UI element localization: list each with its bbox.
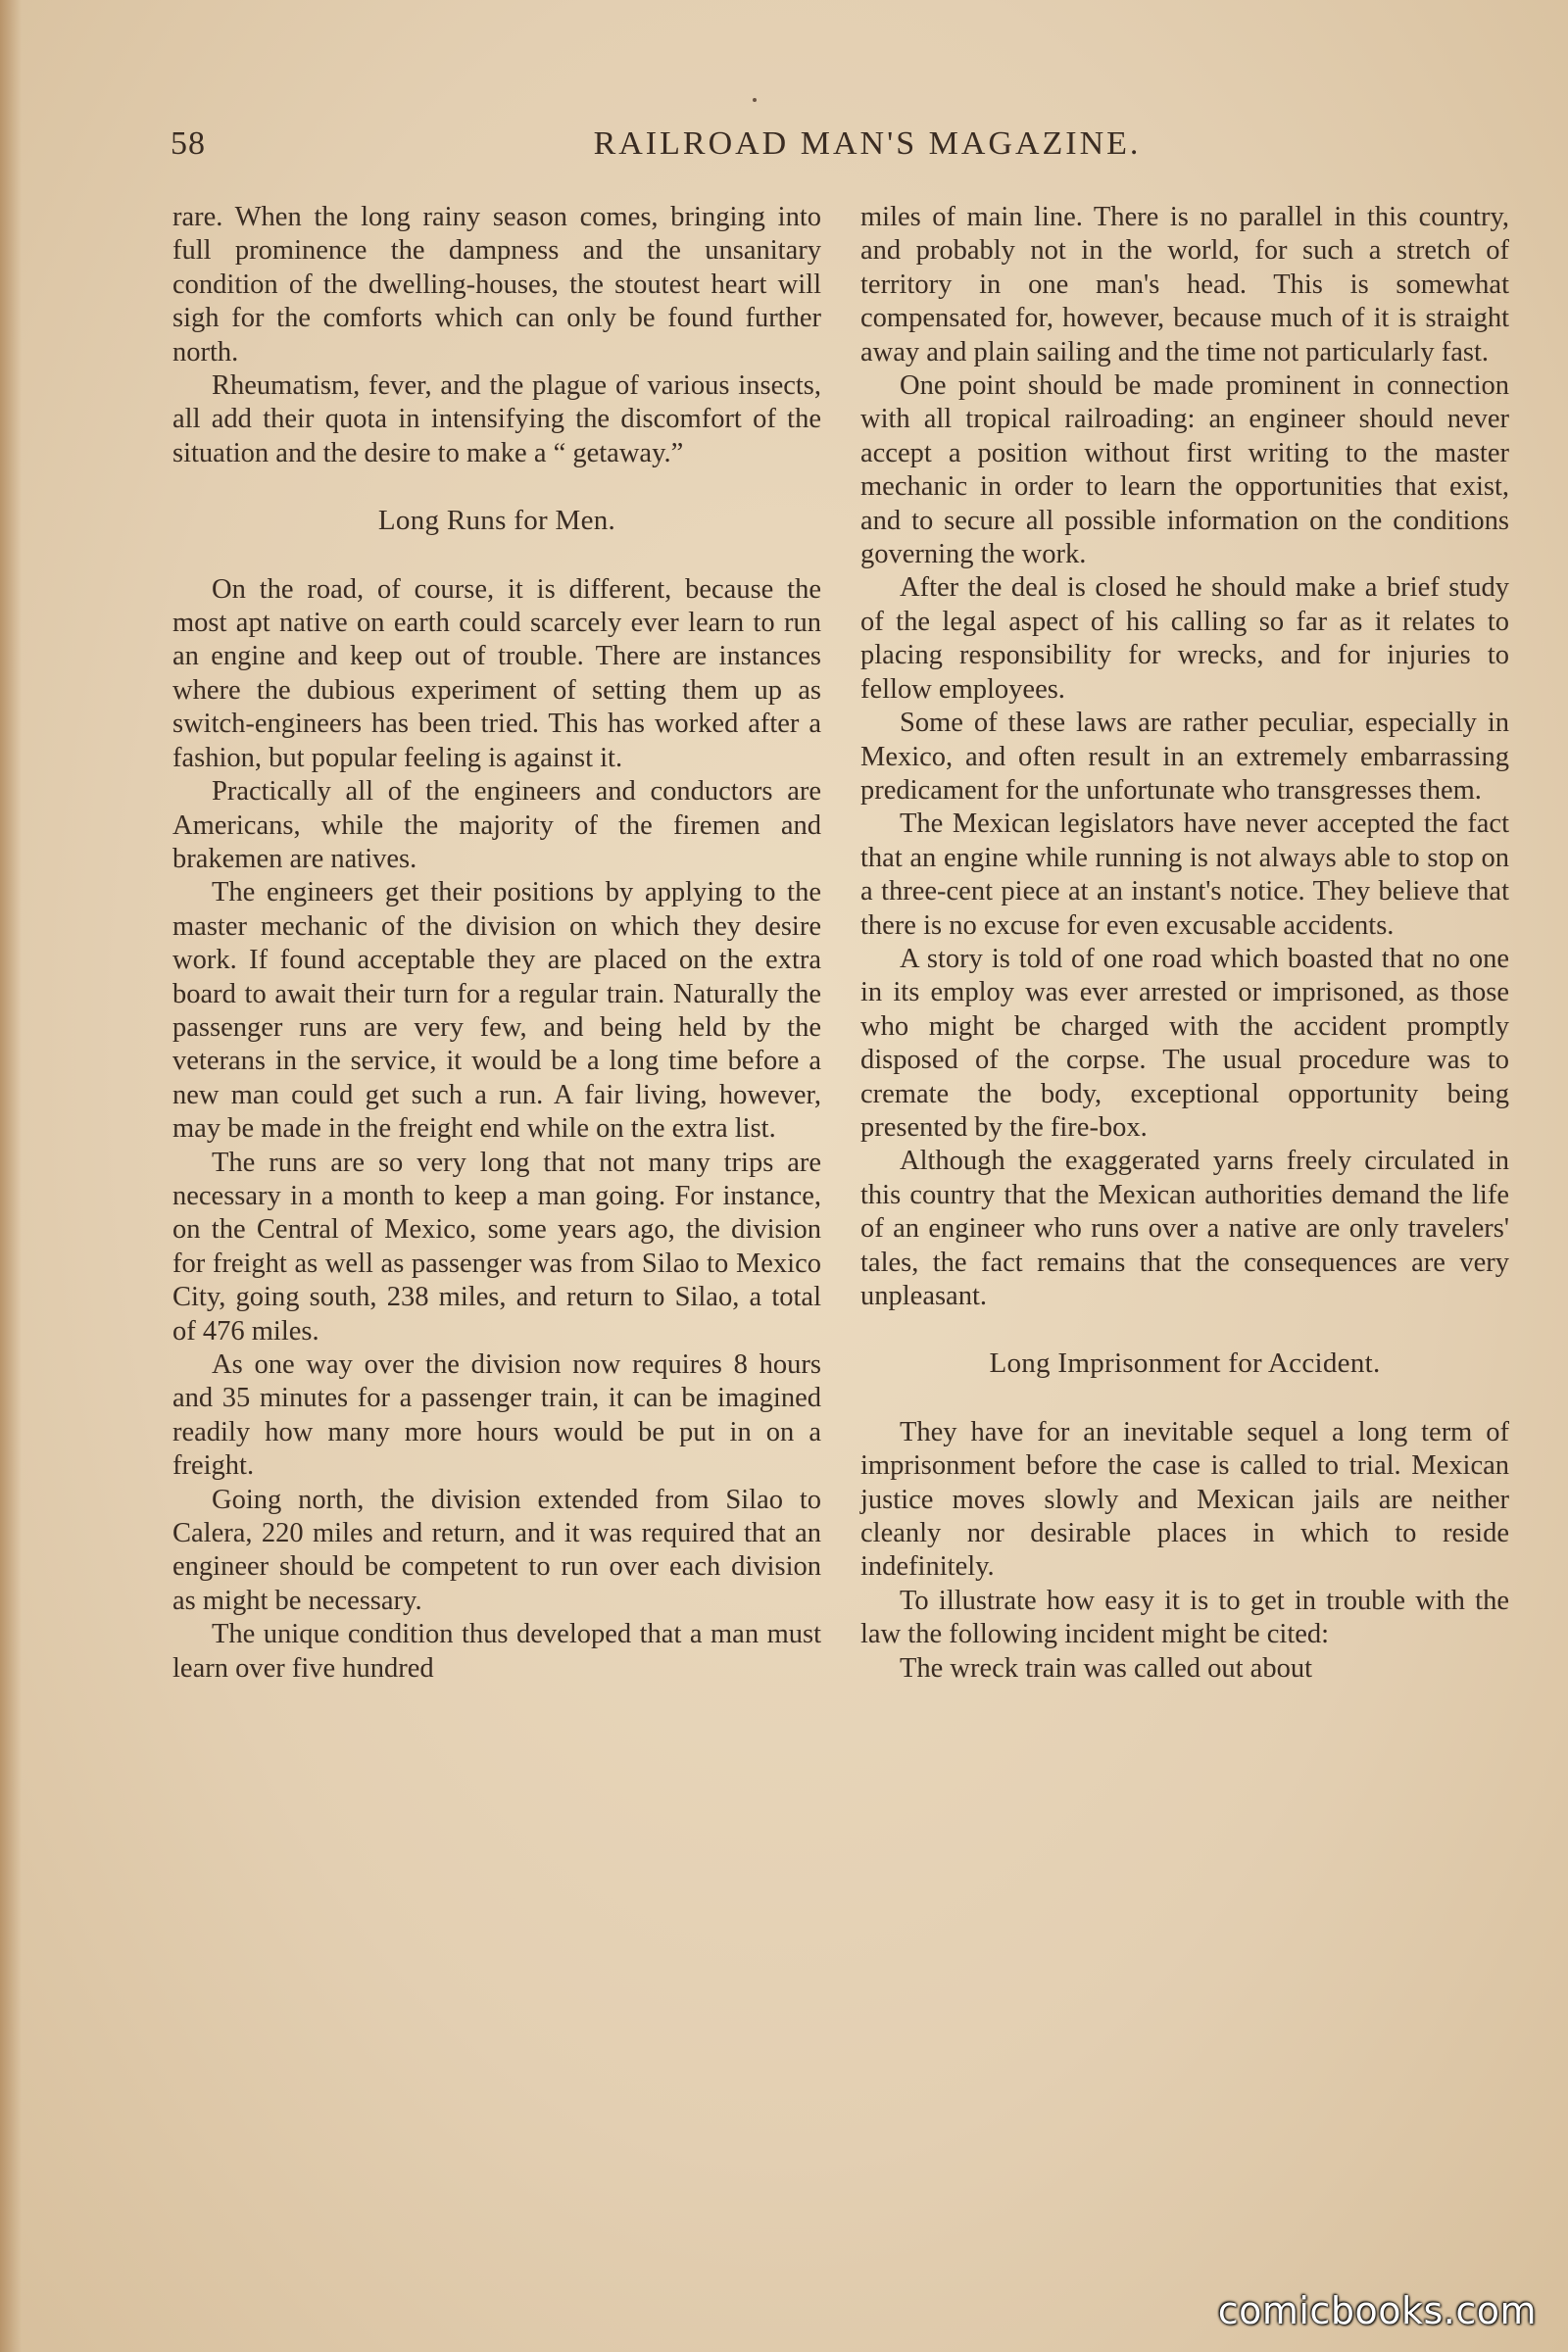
- page-number: 58: [171, 125, 206, 162]
- paragraph: The Mexican legislators have never accepted the fact that an engine while running is not always able to stop on a three-cent piece at an instant's notice. They believe that there is no excuse for even excusable accidents.: [860, 808, 1509, 941]
- paragraph: To illustrate how easy it is to get in trouble with the law the following incident might be cited:: [860, 1585, 1509, 1650]
- paragraph: rare. When the long rainy season comes, bringing into full prominence the dampness and the unsanitary condition of the dwelling-houses, the stoutest heart will sigh for the comforts which can only be found further north.: [172, 202, 821, 368]
- paragraph: Going north, the division extended from Silao to Calera, 220 miles and return, and it was required that an engineer should be competent to run over each division as might be necessary.: [172, 1484, 821, 1616]
- paragraph: Rheumatism, fever, and the plague of various insects, all add their quota in intensifying the discomfort of the situation and the desire to make a “ getaway.”: [172, 370, 821, 468]
- paragraph: A story is told of one road which boasted that no one in its employ was ever arrested or imprisoned, as those who might be charged with the accident promptly disposed of the corpse. The usual procedure was to cremate the body, exceptional opportunity being presented by the fire-box.: [860, 943, 1509, 1143]
- paragraph: Some of these laws are rather peculiar, especially in Mexico, and often result in an extremely embarrassing predicament for the unfortunate who transgresses them.: [860, 708, 1509, 806]
- paragraph: After the deal is closed he should make a brief study of the legal aspect of his calling so far as it relates to placing responsibility for wrecks, and for injuries to fellow employees.: [860, 572, 1509, 705]
- watermark: comicbooks.com: [1217, 2289, 1537, 2332]
- paragraph: The engineers get their positions by applying to the master mechanic of the division on which they desire work. If found acceptable they are placed on the extra board to await their turn for a regular train. Naturally the passenger runs are very few, and being held by the veterans in the service, it would be a long time before a new man could get such a run. A fair living, however, may be made in the freight end while on the extra list.: [172, 877, 821, 1145]
- paragraph: One point should be made prominent in connection with all tropical railroading: an engineer should never accept a position without first writing to the master mechanic in order to learn the opportunities that exist, and to secure all possible information on the conditions governing the work.: [860, 370, 1509, 570]
- paragraph: miles of main line. There is no parallel in this country, and probably not in the world, for such a stretch of territory in one man's head. This is somewhat compensated for, however, because much of it is straight away and plain sailing and the time not particularly fast.: [860, 202, 1509, 368]
- section-heading: Long Runs for Men.: [377, 505, 616, 537]
- paragraph: They have for an inevitable sequel a long term of imprisonment before the case is called to trial. Mexican justice moves slowly and Mexican jails are neither cleanly nor desirable places in which to reside indefinitely.: [860, 1416, 1509, 1583]
- paragraph: Practically all of the engineers and conductors are Americans, while the majority of the firemen and brakemen are natives.: [172, 776, 821, 874]
- page-header: [167, 120, 1509, 169]
- paragraph: The runs are so very long that not many trips are necessary in a month to keep a man going. For instance, on the Central of Mexico, some years ago, the division for freight as well as passenger was from Silao to Mexico City, going south, 238 miles, and return to Silao, a total of 476 miles.: [172, 1147, 821, 1347]
- paragraph: As one way over the division now requires 8 hours and 35 minutes for a passenger train, it can be imagined readily how many more hours would be put in on a freight.: [172, 1349, 821, 1482]
- page-edge-shadow: [0, 0, 22, 2352]
- print-dot: [753, 98, 757, 102]
- paragraph: On the road, of course, it is different, because the most apt native on earth could scarcely ever learn to run an engine and keep out of trouble. There are instances where the dubious experiment of setting them up as switch-engineers has been tried. This has worked after a fashion, but popular feeling is against it.: [172, 573, 821, 773]
- right-column: [860, 201, 1509, 1686]
- paragraph: The wreck train was called out about: [900, 1652, 1313, 1684]
- section-heading: Long Imprisonment for Accident.: [989, 1348, 1381, 1380]
- paragraph: The unique condition thus developed that a man must learn over five hundred: [172, 1619, 821, 1684]
- left-column: [172, 201, 821, 1686]
- paragraph: Although the exaggerated yarns freely circulated in this country that the Mexican authorities demand the life of an engineer who runs over a native are only travelers' tales, the fact remains that the consequences are very unpleasant.: [860, 1146, 1509, 1311]
- running-title: RAILROAD MAN'S MAGAZINE.: [593, 125, 1142, 162]
